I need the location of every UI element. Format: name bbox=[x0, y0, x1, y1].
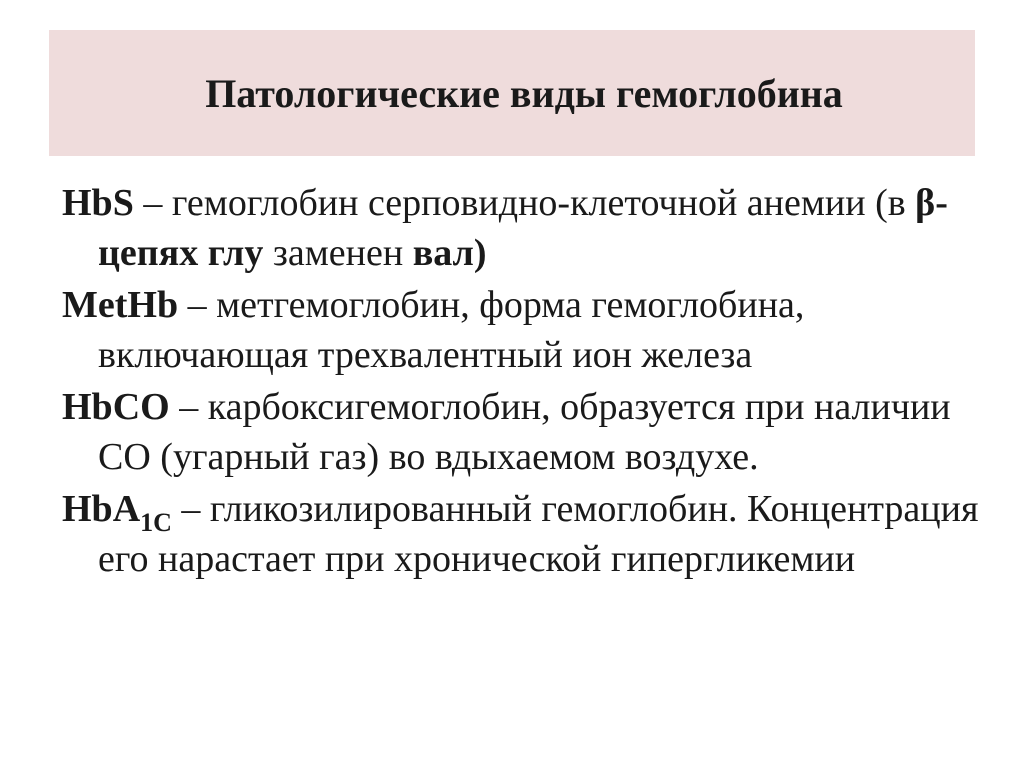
term-hba1c-subscript: 1C bbox=[140, 508, 172, 537]
title-bar bbox=[49, 30, 975, 156]
definition-hba1c: – гликозилированный гемоглобин. Концентрация его нарастает при хронической гипергликемии bbox=[98, 488, 979, 580]
term-hbs: HbS bbox=[62, 182, 134, 224]
definition-list bbox=[62, 178, 1002, 586]
definition-hbs-bold-2: вал) bbox=[412, 232, 487, 274]
term-hbco: HbCO bbox=[62, 386, 170, 428]
term-hba1c bbox=[62, 488, 172, 537]
slide-title: Патологические виды гемоглобина bbox=[205, 70, 843, 116]
definition-hbs-part-2: заменен bbox=[263, 232, 413, 274]
list-item-hbco bbox=[62, 382, 1002, 482]
list-item-hba1c bbox=[62, 484, 1002, 584]
term-hba1c-base: HbA bbox=[62, 488, 141, 530]
definition-hbs-part-1: – гемоглобин серповидно-клеточной анемии (в bbox=[133, 182, 916, 224]
term-methb: MetHb bbox=[62, 284, 179, 326]
definition-hbco: – карбоксигемоглобин, образуется при наличии СО (угарный газ) во вдыхаемом воздухе. bbox=[98, 386, 951, 478]
definition-methb: – метгемоглобин, форма гемоглобина, включающая трехвалентный ион железа bbox=[98, 284, 805, 376]
list-item-methb bbox=[62, 280, 1002, 380]
list-item-hbs bbox=[62, 178, 1002, 278]
definition-hbs-bold-1: β-цепях глу bbox=[98, 182, 948, 274]
